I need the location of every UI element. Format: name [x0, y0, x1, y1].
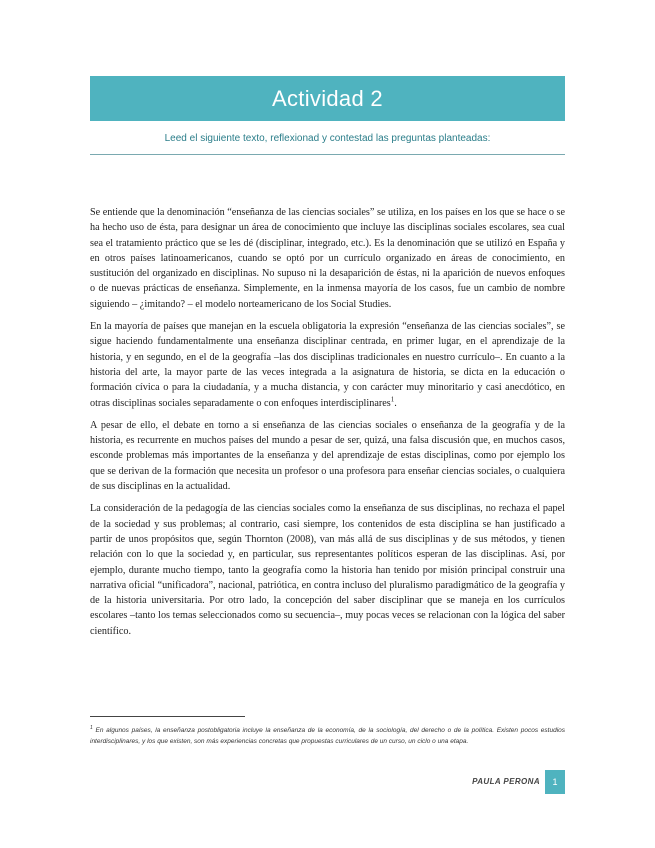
paragraph-4: La consideración de la pedagogía de las ciencias sociales como la enseñanza de sus disciplinas, no rechaza el papel de la sociedad y sus problemas; al contrario, casi siempre, los contenidos de esta disciplina se han justificado a partir de unos propósitos que, según Thornton (2008), van más allá de sus disciplinas y de sus métodos, y tienen relación con lo que la sociedad y, en particular, sus representantes políticos esperan de las disciplinas. Así, por ejemplo, durante mucho tiempo, tanto la geografía como la historia han tenido por misión principal construir una narrativa oficial “unificadora”, nacional, patriótica, en contra incluso del pluralismo paradigmático de la geografía y de la historia universitaria. Por otro lado, la concepción del saber disciplinar que se maneja en los currículos escolares –tanto los temas seleccionados como su secuencia–, muy pocas veces se relacionan con la lógica del saber científico.: [90, 503, 565, 637]
paragraph-2: [90, 319, 565, 411]
activity-title: Actividad 2: [272, 85, 383, 111]
activity-title-banner: [90, 76, 565, 121]
footnote-marker: 1: [90, 725, 93, 731]
body-text: [90, 205, 565, 646]
page-number: 1: [552, 777, 558, 787]
activity-instruction: Leed el siguiente texto, reflexionad y contestad las preguntas planteadas:: [164, 133, 491, 144]
paragraph-2-period: .: [394, 397, 397, 409]
footnote: [90, 723, 565, 747]
header-divider: [90, 154, 565, 155]
paragraph-1: Se entiende que la denominación “enseñanza de las ciencias sociales” se utiliza, en los países en los que se hace o se ha hecho uso de ésta, para designar un área de conocimiento que incluye las disciplinas sociales escolares, sea cual sea el tratamiento práctico que se les dé (disciplinar, integrado, etc.). Es la denominación que se utilizó en España y en otros países latinoamericanos, cuando se optó por un currículo organizado en áreas de conocimiento, en sustitución del organizado en disciplinas. No supuso ni la desaparición de éstas, ni la aparición de nuevos enfoques o de nuevas prácticas de enseñanza. Simplemente, en la inmensa mayoría de los casos, fue un cambio de nombre siguiendo – ¿imitando? – el modelo norteamericano de los Social Studies.: [90, 207, 565, 310]
footnote-divider: [90, 716, 245, 717]
paragraph-3: A pesar de ello, el debate en torno a si enseñanza de las ciencias sociales o enseñanza de la geografía y de la historia, es recurrente en muchos países del mundo a pesar de ser, quizá, una falsa discusión que, en muchos casos, esconde problemas más importantes de la enseñanza y del aprendizaje de estas disciplinas, como por ejemplo los que se derivan de la formación que necesita un profesor o una profesora para enseñar ciencias sociales, o cualquiera de sus disciplinas en la actualidad.: [90, 419, 565, 493]
page-number-badge: [545, 770, 565, 794]
footnote-reference[interactable]: 1: [390, 395, 395, 404]
footnote-text: En algunos países, la enseñanza postobligatoria incluye la enseñanza de la economía, de la sociología, del derecho o de la política. Existen pocos estudios interdisciplinares, y los que existen, son más experiencias concretas que propuestas curriculares de un curso, un ciclo o una etapa.: [90, 727, 566, 746]
footer-author: PAULA PERONA: [472, 777, 540, 786]
paragraph-2-text: En la mayoría de países que manejan en la escuela obligatoria la expresión “enseñanza de las ciencias sociales”, se sigue haciendo fundamentalmente una enseñanza disciplinar centrada, en primer lugar, en el aprendizaje de la historia, y en segundo, en el de la geografía –las dos disciplinas tradicionales en nuestro currículo–. En cuanto a la historia del arte, la mayor parte de las veces integrada a la asignatura de historia, se dicta en la educación o formación cívica o para la ciudadanía, y a mucha distancia, y con carácter muy minoritario y casi anecdótico, en otras disciplinas sociales separadamente o con enfoques interdisciplinares: [90, 321, 565, 409]
